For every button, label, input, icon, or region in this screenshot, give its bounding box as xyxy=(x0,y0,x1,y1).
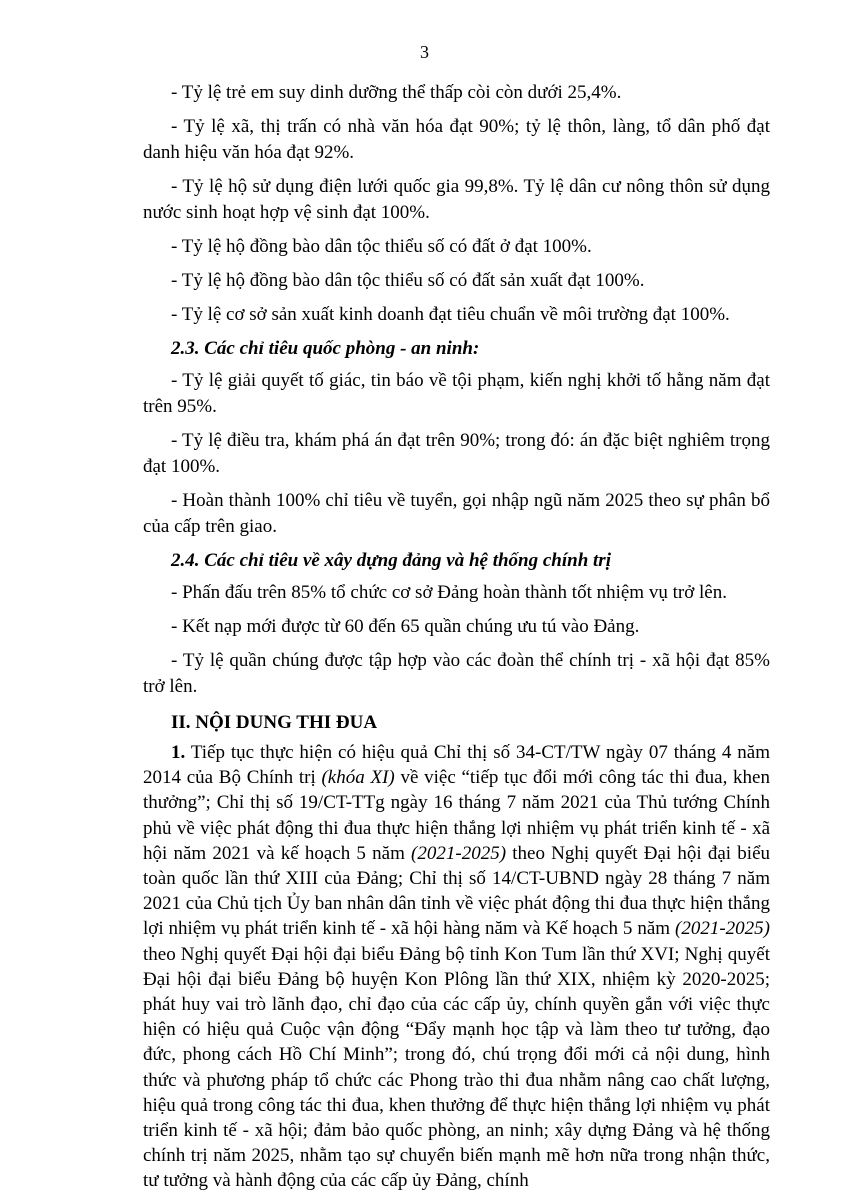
section-heading-2-3: 2.3. Các chỉ tiêu quốc phòng - an ninh: xyxy=(171,338,480,359)
list-item: - Tỷ lệ hộ sử dụng điện lưới quốc gia 99,8%. Tỷ lệ dân cư nông thôn sử dụng nước sinh hoạt hợp vệ sinh đạt 100%. xyxy=(143,176,770,223)
list-item: - Tỷ lệ giải quyết tố giác, tin báo về tội phạm, kiến nghị khởi tố hằng năm đạt trên 95%. xyxy=(143,370,770,417)
paragraph-text: theo Nghị quyết Đại hội đại biểu toàn quốc lần thứ XIII của Đảng; Chỉ thị số 14/CT-UBND ngày 28 tháng 7 năm 2021 của Chủ tịch Ủy ban nhân dân tỉnh về việc phát động thi đua thực hiện thắng lợi nhiệm vụ phát triển kinh tế - xã hội hàng năm và Kế hoạch 5 năm xyxy=(143,842,770,940)
section-heading-2-4: 2.4. Các chỉ tiêu về xây dựng đảng và hệ thống chính trị xyxy=(171,550,611,571)
list-item: - Phấn đấu trên 85% tổ chức cơ sở Đảng hoàn thành tốt nhiệm vụ trở lên. xyxy=(171,582,727,603)
list-item: - Tỷ lệ cơ sở sản xuất kinh doanh đạt tiêu chuẩn về môi trường đạt 100%. xyxy=(171,304,730,325)
list-item: - Hoàn thành 100% chỉ tiêu về tuyển, gọi nhập ngũ năm 2025 theo sự phân bổ của cấp trên giao. xyxy=(143,490,770,537)
paragraph-text: về việc “tiếp tục đổi mới công tác thi đua, khen thưởng”; Chỉ thị số 19/CT-TTg ngày 16 tháng 7 năm 2021 của Thủ tướng Chính phủ về việc phát động thi đua thực hiện thắng lợi nhiệm vụ phát triển kinh tế - xã hội năm 2021 và kế hoạch 5 năm xyxy=(143,767,770,864)
paragraph-italic-text: (2021-2025) xyxy=(411,842,507,864)
list-item: - Tỷ lệ quần chúng được tập hợp vào các đoàn thể chính trị - xã hội đạt 85% trở lên. xyxy=(143,650,770,697)
paragraph-text: theo Nghị quyết Đại hội đại biểu Đảng bộ tỉnh Kon Tum lần thứ XVI; Nghị quyết Đại hội đại biểu Đảng bộ huyện Kon Plông lần thứ XIX, nhiệm kỳ 2020-2025; phát huy vai trò lãnh đạo, chỉ đạo của các cấp ủy, chính quyền gắn với việc thực hiện có hiệu quả Cuộc vận động “Đẩy mạnh học tập và làm theo tư tưởng, đạo đức, phong cách Hồ Chí Minh”; trong đó, chú trọng đổi mới cả nội dung, hình thức và phương pháp tổ chức các Phong trào thi đua nhằm nâng cao chất lượng, hiệu quả trong công tác thi đua, khen thưởng để thực hiện thắng lợi nhiệm vụ phát triển kinh tế - xã hội; đảm bảo quốc phòng, an ninh; xây dựng Đảng và hệ thống chính trị năm 2025, nhằm tạo sự chuyển biến mạnh mẽ hơn nữa trong nhận thức, tư tưởng và hành động của các cấp ủy Đảng, chính xyxy=(143,943,770,1192)
paragraph-italic-text: (khóa XI) xyxy=(321,767,395,789)
list-item: - Tỷ lệ trẻ em suy dinh dưỡng thể thấp còi còn dưới 25,4%. xyxy=(171,82,622,103)
list-item: - Kết nạp mới được từ 60 đến 65 quần chúng ưu tú vào Đảng. xyxy=(171,616,640,637)
page-number: 3 xyxy=(420,42,429,62)
content-paragraph-1 xyxy=(143,740,770,1194)
list-item: - Tỷ lệ xã, thị trấn có nhà văn hóa đạt 90%; tỷ lệ thôn, làng, tổ dân phố đạt danh hiệu văn hóa đạt 92%. xyxy=(143,116,770,163)
list-item: - Tỷ lệ hộ đồng bào dân tộc thiểu số có đất ở đạt 100%. xyxy=(171,236,592,257)
paragraph-italic-text: (2021-2025) xyxy=(675,918,770,940)
paragraph-text: Tiếp tục thực hiện có hiệu quả Chỉ thị số 34-CT/TW ngày 07 tháng 4 năm 2014 của Bộ Chính trị xyxy=(143,742,770,789)
section-title-II: II. NỘI DUNG THI ĐUA xyxy=(171,712,378,733)
list-item: - Tỷ lệ điều tra, khám phá án đạt trên 90%; trong đó: án đặc biệt nghiêm trọng đạt 100%. xyxy=(143,430,770,477)
paragraph-number: 1. xyxy=(171,742,186,763)
list-item: - Tỷ lệ hộ đồng bào dân tộc thiểu số có đất sản xuất đạt 100%. xyxy=(171,270,645,291)
document-body xyxy=(143,80,770,1194)
